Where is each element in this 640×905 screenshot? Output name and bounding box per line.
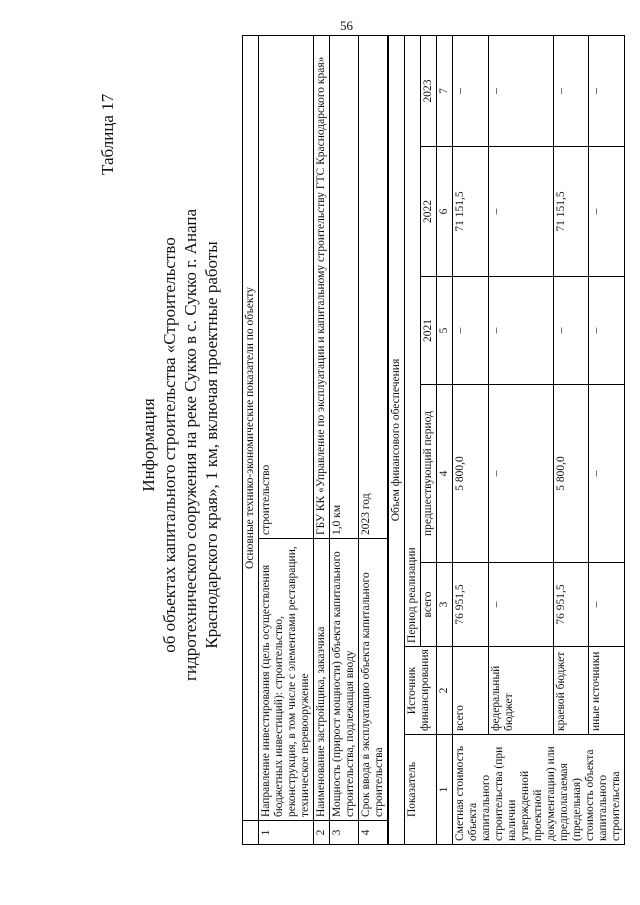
finance-section-title: Объем финансового обеспечения	[389, 36, 405, 845]
row-value: 2023 год	[359, 36, 388, 539]
row-number: 2	[314, 821, 330, 845]
heading-line-4: Краснодарского края», 1 км, включая проектные работы	[202, 241, 221, 649]
year-cell: –	[488, 277, 553, 385]
row-label: Направление инвестирования (цель осуществления бюджетных инвестиций): строительство, реконструкция, в том числе с элементами реставрации, техническое перевооружение	[259, 539, 314, 821]
col-number: 4	[437, 385, 453, 563]
col-header-year: 2022	[421, 147, 437, 277]
table-row	[453, 36, 489, 845]
table-row	[359, 36, 388, 845]
col-header-period: Период реализации	[405, 36, 421, 647]
year-cell: –	[453, 277, 489, 385]
col-number: 6	[437, 147, 453, 277]
page-number: 56	[340, 18, 353, 33]
source-cell: краевой бюджет	[553, 647, 589, 735]
source-cell: всего	[453, 647, 489, 735]
table-row	[488, 36, 553, 845]
tech-section-title: Основные технико-экономические показатели по объекту	[243, 36, 259, 821]
total-cell: 76 951,5	[453, 563, 489, 647]
table-row	[314, 36, 330, 845]
year-cell: –	[488, 36, 553, 147]
row-number: 4	[359, 821, 388, 845]
heading-line-2: об объектах капитального строительства «Строительство	[160, 237, 179, 653]
row-label: Срок ввода в эксплуатацию объекта капитального строительства	[359, 539, 388, 821]
tables-block	[242, 35, 625, 845]
source-cell: иные источники	[589, 647, 625, 735]
row-value: строительство	[259, 36, 314, 539]
col-number: 2	[437, 647, 453, 735]
previous-cell: –	[589, 385, 625, 563]
total-cell: –	[589, 563, 625, 647]
col-header-previous: предшествующий период	[421, 385, 437, 563]
year-cell: 71 151,5	[453, 147, 489, 277]
table-row	[589, 36, 625, 845]
table-label: Таблица 17	[98, 93, 117, 175]
tech-indicators-table	[242, 35, 388, 845]
col-number: 5	[437, 277, 453, 385]
row-number: 3	[330, 821, 359, 845]
rotated-page-content	[20, 15, 620, 875]
year-cell: –	[553, 277, 589, 385]
heading-line-1: Информация	[139, 398, 158, 492]
col-header-year: 2021	[421, 277, 437, 385]
year-cell: –	[589, 36, 625, 147]
previous-cell: –	[488, 385, 553, 563]
column-numbers-row	[437, 36, 453, 845]
col-number: 3	[437, 563, 453, 647]
col-header-indicator: Показатель	[405, 735, 437, 845]
finance-table	[388, 35, 625, 845]
document-heading	[138, 165, 222, 725]
previous-cell: 5 800,0	[453, 385, 489, 563]
col-header-source: Источник финансирования	[405, 647, 437, 735]
table-row	[553, 36, 589, 845]
row-value: 1,0 км	[330, 36, 359, 539]
source-cell: федеральный бюджет	[488, 647, 553, 735]
table-row	[330, 36, 359, 845]
year-cell: –	[553, 36, 589, 147]
col-header-year: 2023	[421, 36, 437, 147]
col-header-total: всего	[421, 563, 437, 647]
year-cell: –	[488, 147, 553, 277]
indicator-cell: Сметная стоимость объекта капитального строительства (при наличии утвержденной проектной документации) или предполагаемая (предельная) стоимость объекта капитального строительства	[453, 735, 625, 845]
row-value: ГБУ КК «Управление по эксплуатации и капитальному строительству ГТС Краснодарского края»	[314, 36, 330, 539]
total-cell: –	[488, 563, 553, 647]
year-cell: 71 151,5	[553, 147, 589, 277]
row-label: Мощность (прирост мощности) объекта капитального строительства, подлежащая вводу	[330, 539, 359, 821]
year-cell: –	[589, 277, 625, 385]
col-number: 7	[437, 36, 453, 147]
heading-line-3: гидротехнического сооружения на реке Сукко в с. Сукко г. Анапа	[181, 208, 200, 682]
year-cell: –	[589, 147, 625, 277]
row-label: Наименование застройщика, заказчика	[314, 539, 330, 821]
table-row	[259, 36, 314, 845]
year-cell: –	[453, 36, 489, 147]
row-number: 1	[259, 821, 314, 845]
total-cell: 76 951,5	[553, 563, 589, 647]
col-number: 1	[437, 735, 453, 845]
previous-cell: 5 800,0	[553, 385, 589, 563]
